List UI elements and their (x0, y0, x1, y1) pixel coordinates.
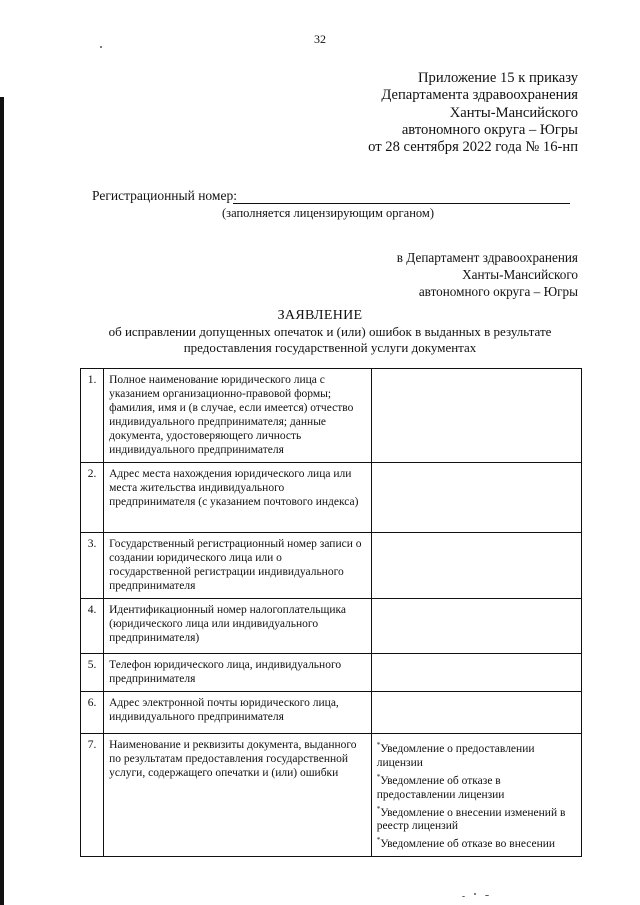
option-item[interactable] (377, 802, 576, 834)
row-number: 1. (81, 369, 104, 463)
row-number: 5. (81, 654, 104, 692)
appendix-line: Приложение 15 к приказу (418, 70, 578, 86)
appendix-line: Департамента здравоохранения (381, 87, 578, 104)
option-marker: * (376, 741, 381, 749)
row-value-cell[interactable] (371, 369, 581, 463)
row-label: Наименование и реквизиты документа, выданного по результатам предоставления государственной услуги, содержащего опечатки и (или) ошибки (104, 734, 372, 857)
appendix-line: от 28 сентября 2022 года № 16-нп (368, 139, 578, 156)
scan-speck (474, 893, 476, 895)
table-row (81, 369, 582, 463)
option-item[interactable] (377, 738, 576, 770)
document-title: ЗАЯВЛЕНИЕ (277, 308, 363, 323)
option-marker: * (376, 772, 381, 781)
scan-speck (462, 896, 465, 897)
option-marker: * (376, 836, 381, 845)
option-label: Уведомление о внесении изменений в реестр лицензий (376, 806, 566, 833)
table-row (81, 654, 582, 692)
row-value-cell[interactable] (371, 692, 581, 734)
row-number: 3. (81, 533, 104, 599)
row-value-cell[interactable] (371, 654, 581, 692)
table-row (81, 692, 582, 734)
option-marker: * (376, 804, 381, 813)
appendix-header (368, 70, 578, 156)
table-row (81, 599, 582, 654)
row-label: Полное наименование юридического лица с указанием организационно-правовой формы; фамилия, имя и (в случае, если имеется) отчество индивидуального предпринимателя; данные документа, удостоверяющего личность индивидуального предпринимателя (104, 369, 372, 463)
registration-number-field[interactable] (233, 203, 570, 204)
registration-label: Регистрационный номер: (92, 188, 237, 203)
option-label: Уведомление о предоставлении лицензии (376, 742, 535, 769)
option-label: Уведомление об отказе в предоставлении лицензии (376, 774, 505, 801)
row-label: Идентификационный номер налогоплательщика (юридического лица или индивидуального предпринимателя) (104, 599, 372, 654)
row-label: Адрес места нахождения юридического лица или места жительства индивидуального предпринимателя (с указанием почтового индекса) (104, 463, 372, 533)
document-options-cell (371, 734, 581, 857)
row-label: Адрес электронной почты юридического лица, индивидуального предпринимателя (104, 692, 372, 734)
row-value-cell[interactable] (371, 599, 581, 654)
row-value-cell[interactable] (371, 533, 581, 599)
row-number: 7. (81, 734, 104, 857)
appendix-line: автономного округа – Югры (401, 121, 578, 138)
addressee-line: автономного округа – Югры (418, 284, 578, 299)
table-row (81, 463, 582, 533)
addressee-line: Ханты-Мансийского (462, 267, 578, 282)
document-subtitle: об исправлении допущенных опечаток и (или) ошибок в выданных в результате предоставления государственной услуги документах (108, 324, 552, 355)
registration-hint: (заполняется лицензирующим органом) (222, 206, 434, 220)
option-label: Уведомление об отказе во внесении (380, 838, 556, 851)
appendix-line: Ханты-Мансийского (449, 104, 578, 121)
row-value-cell[interactable] (371, 463, 581, 533)
option-item[interactable] (377, 770, 576, 802)
addressee-line: в Департамент здравоохранения (396, 250, 578, 265)
scan-edge-bar (0, 97, 4, 905)
table-row (81, 734, 582, 857)
row-number: 6. (81, 692, 104, 734)
table-row (81, 533, 582, 599)
option-item[interactable] (377, 833, 576, 851)
row-number: 2. (81, 463, 104, 533)
scan-speck (485, 895, 489, 896)
addressee-block (397, 249, 578, 300)
row-number: 4. (81, 599, 104, 654)
application-form-table (80, 368, 582, 857)
page-number: 32 (314, 32, 326, 46)
row-label: Государственный регистрационный номер записи о создании юридического лица или о государственной регистрации индивидуального предпринимателя (104, 533, 372, 599)
row-label: Телефон юридического лица, индивидуального предпринимателя (104, 654, 372, 692)
